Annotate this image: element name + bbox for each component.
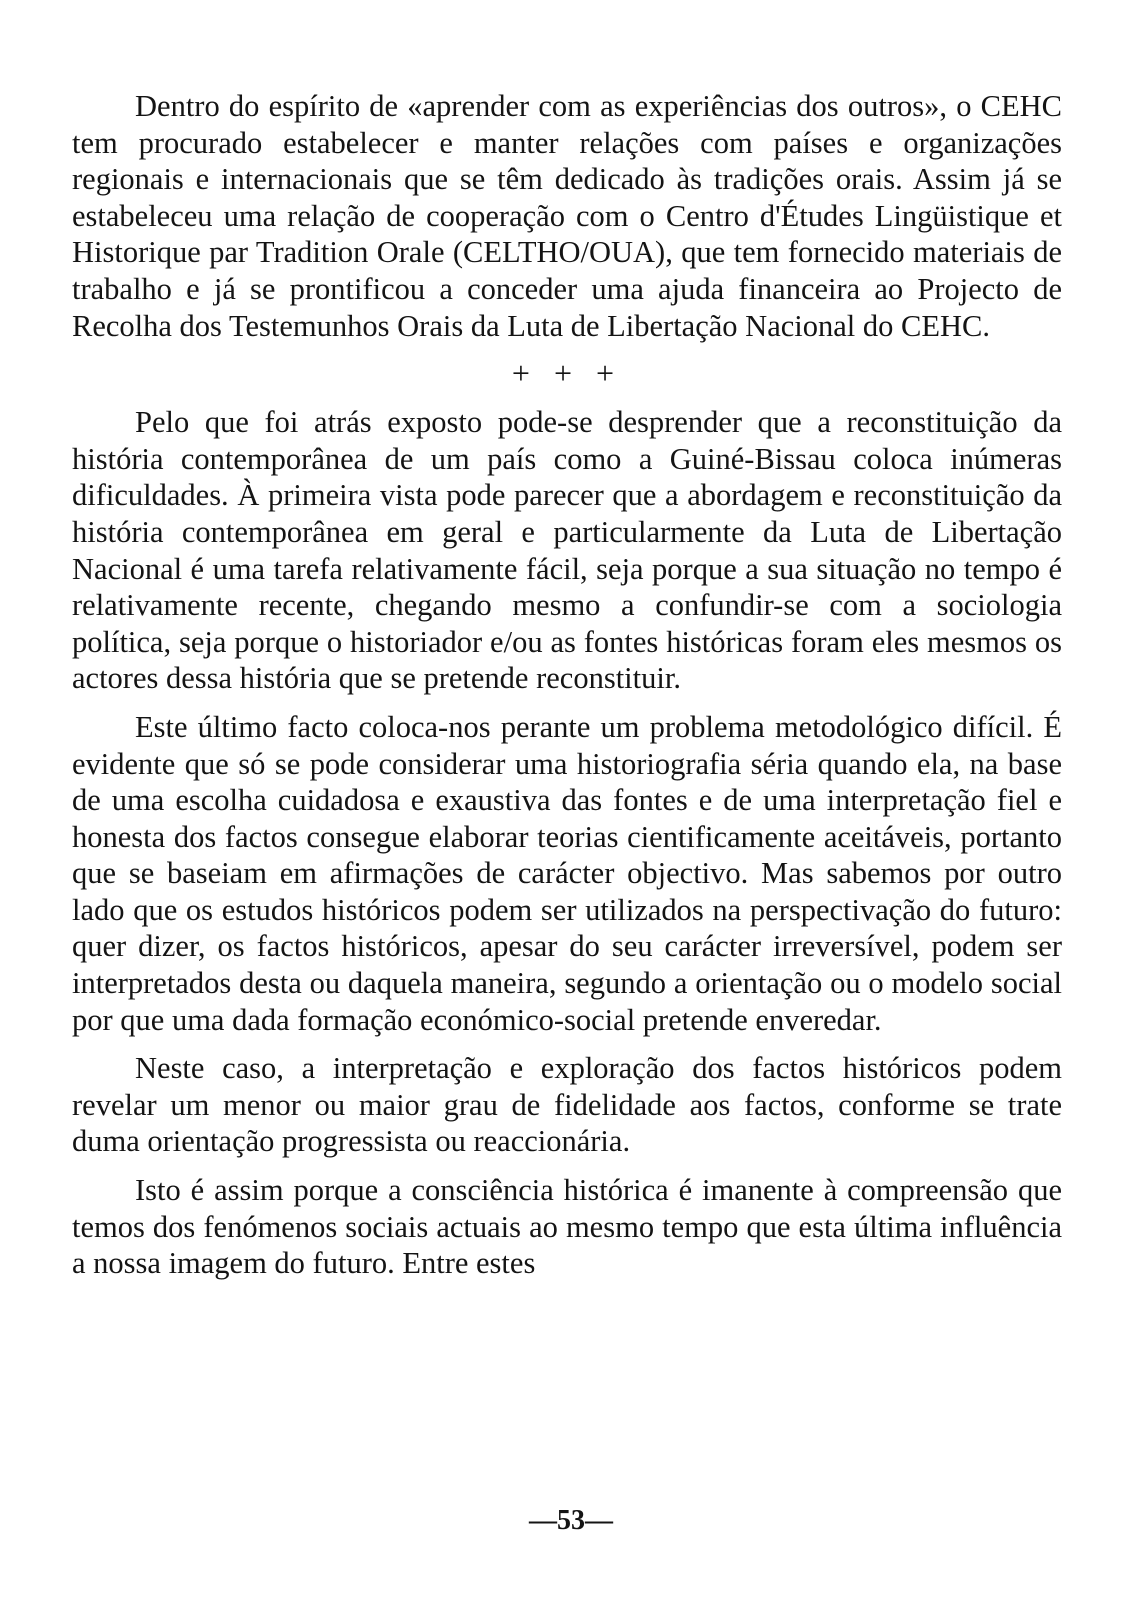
page-body xyxy=(72,88,1062,1282)
paragraph-cehc-relations: Dentro do espírito de «aprender com as experiências dos outros», o CEHC tem procurado estabelecer e manter relações com países e organizações regionais e internacionais que se têm dedicado às tradições orais. Assim já se estabeleceu uma relação de cooperação com o Centro d'Études Lingüistique et Historique par Tradition Orale (CELTHO/OUA), que tem fornecido materiais de trabalho e já se prontificou a conceder uma ajuda financeira ao Projecto de Recolha dos Testemunhos Orais da Luta de Libertação Nacional do CEHC. xyxy=(72,89,1062,343)
section-separator: + + + xyxy=(511,355,623,392)
paragraph-reconstitution: Pelo que foi atrás exposto pode-se desprender que a reconstituição da história contemporânea de um país como a Guiné-Bissau coloca inúmeras dificuldades. À primeira vista pode parecer que a abordagem e reconstituição da história contemporânea em geral e particularmente da Luta de Libertação Nacional é uma tarefa relativamente fácil, seja porque a sua situação no tempo é relativamente recente, chegando mesmo a confundir-se com a sociologia política, seja porque o historiador e/ou as fontes históricas foram eles mesmos os actores dessa história que se pretende reconstituir. xyxy=(72,405,1062,696)
paragraph-methodology: Este último facto coloca-nos perante um problema metodológico difícil. É evidente que só se pode considerar uma historiografia séria quando ela, na base de uma escolha cuidadosa e exaustiva das fontes e de uma interpretação fiel e honesta dos factos consegue elaborar teorias cientificamente aceitáveis, portanto que se baseiam em afirmações de carácter objectivo. Mas sabemos por outro lado que os estudos históricos podem ser utilizados na perspectivação do futuro: quer dizer, os factos históricos, apesar do seu carácter irreversível, podem ser interpretados desta ou daquela maneira, segundo a orientação ou o modelo social por que uma dada formação económico-social pretende enveredar. xyxy=(72,709,1062,1037)
paragraph-historical-consciousness: Isto é assim porque a consciência histórica é imanente à compreensão que temos dos fenómenos sociais actuais ao mesmo tempo que esta última influência a nossa imagem do futuro. Entre estes xyxy=(72,1173,1062,1281)
paragraph-interpretation: Neste caso, a interpretação e exploração dos factos históricos podem revelar um menor ou maior grau de fidelidade aos factos, conforme se trate duma orientação progressista ou reaccionária. xyxy=(72,1051,1062,1159)
page-number: —53— xyxy=(529,1505,613,1536)
